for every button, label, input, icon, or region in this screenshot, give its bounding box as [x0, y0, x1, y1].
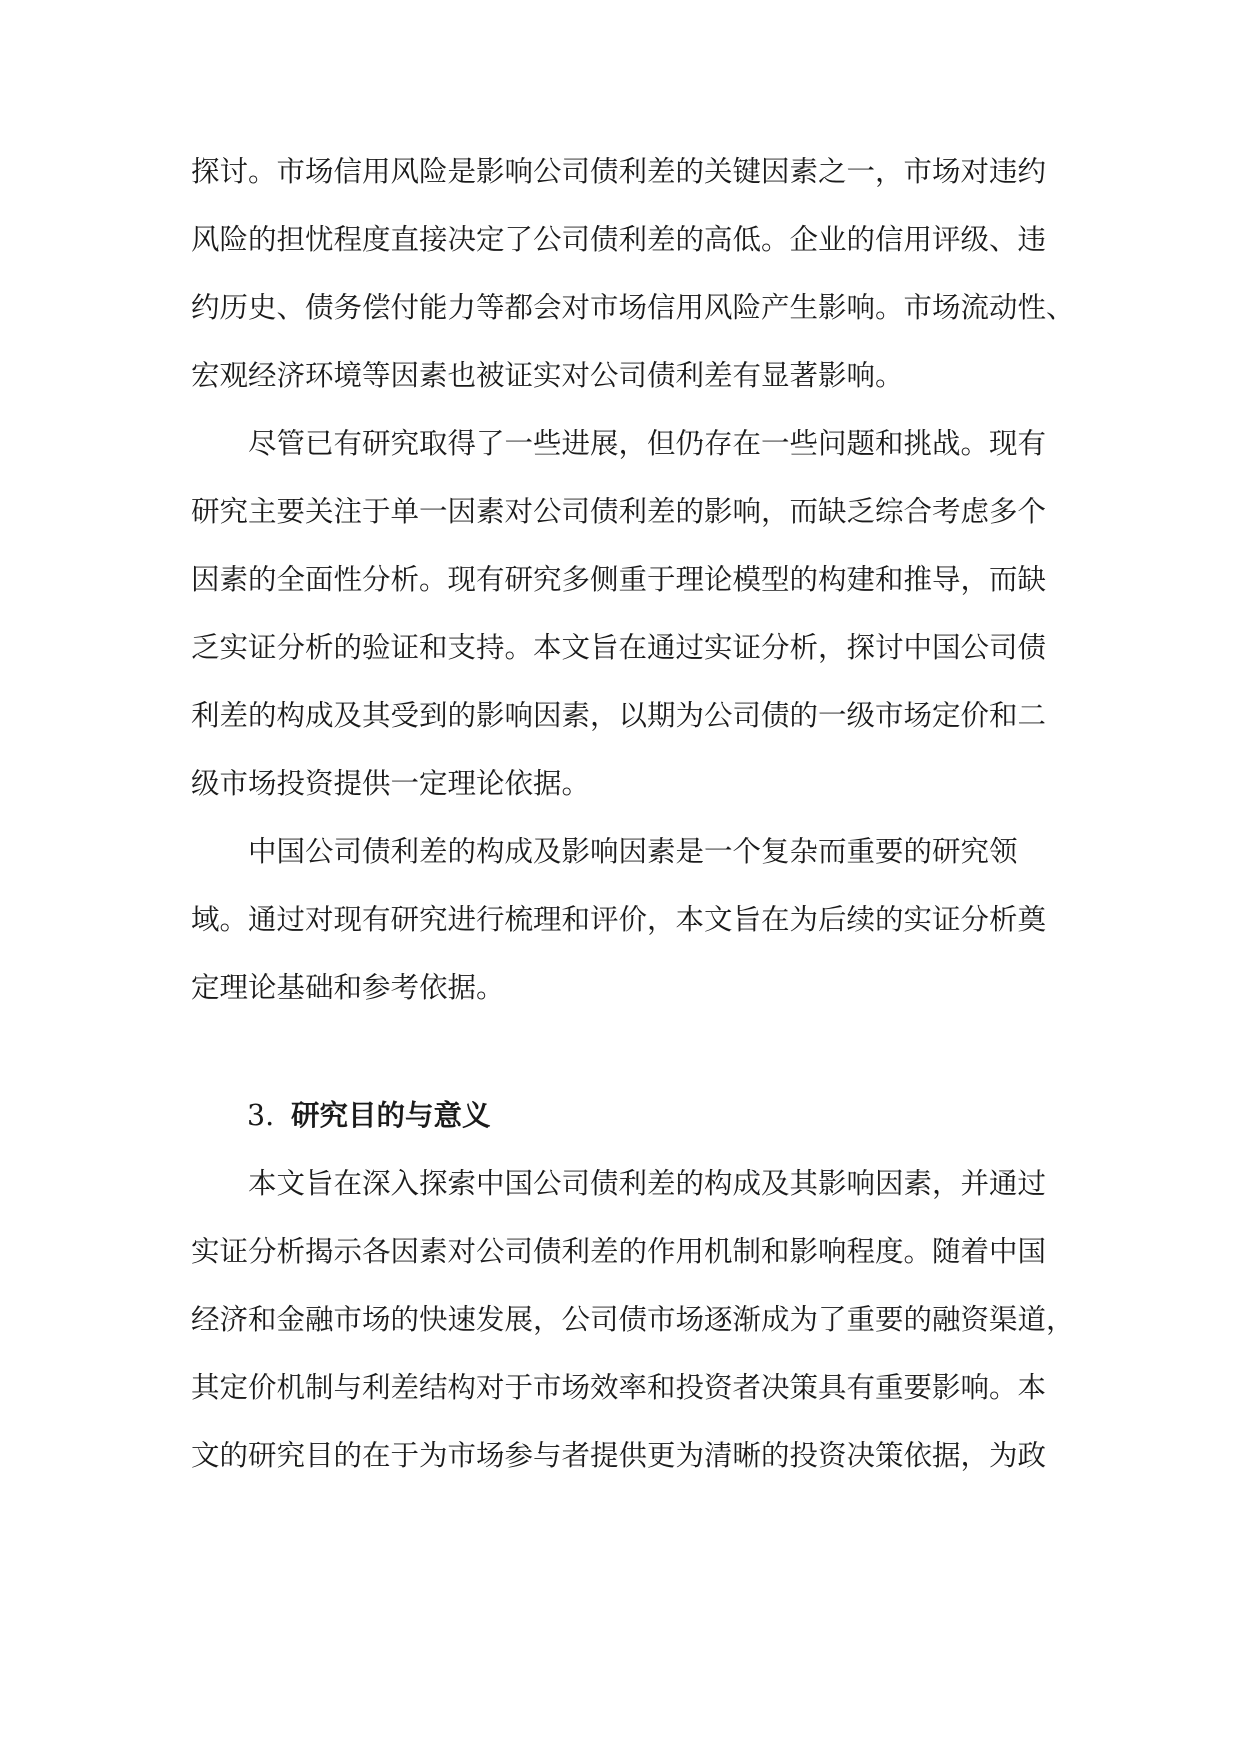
text-line: 风险的担忧程度直接决定了公司债利差的高低。企业的信用评级、违 [191, 223, 1047, 256]
text-line: 经济和金融市场的快速发展，公司债市场逐渐成为了重要的融资渠道， [191, 1303, 1075, 1336]
paragraph-4 [191, 1150, 1075, 1490]
text-line: 文的研究目的在于为市场参与者提供更为清晰的投资决策依据，为政 [191, 1439, 1047, 1472]
text-line: 利差的构成及其受到的影响因素，以期为公司债的一级市场定价和二 [191, 699, 1047, 732]
section-title: 研究目的与意义 [291, 1099, 491, 1132]
text-line: 约历史、债务偿付能力等都会对市场信用风险产生影响。市场流动性、 [191, 291, 1075, 324]
text-line: 定理论基础和参考依据。 [191, 971, 505, 1004]
text-line: 级市场投资提供一定理论依据。 [191, 767, 591, 800]
text-line: 中国公司债利差的构成及影响因素是一个复杂而重要的研究领 [248, 835, 1018, 868]
text-line: 研究主要关注于单一因素对公司债利差的影响，而缺乏综合考虑多个 [191, 495, 1047, 528]
document-body [191, 138, 1075, 1490]
text-line: 其定价机制与利差结构对于市场效率和投资者决策具有重要影响。本 [191, 1371, 1047, 1404]
text-line: 本文旨在深入探索中国公司债利差的构成及其影响因素，并通过 [248, 1167, 1047, 1200]
text-line: 因素的全面性分析。现有研究多侧重于理论模型的构建和推导，而缺 [191, 563, 1047, 596]
text-line: 宏观经济环境等因素也被证实对公司债利差有显著影响。 [191, 359, 904, 392]
section-heading [191, 1082, 1051, 1150]
text-line: 探讨。市场信用风险是影响公司债利差的关键因素之一，市场对违约 [191, 155, 1047, 188]
section-spacer [191, 1022, 1051, 1082]
paragraph-2 [191, 410, 1051, 818]
text-line: 乏实证分析的验证和支持。本文旨在通过实证分析，探讨中国公司债 [191, 631, 1047, 664]
paragraph-3 [191, 818, 1051, 1022]
text-line: 域。通过对现有研究进行梳理和评价，本文旨在为后续的实证分析奠 [191, 903, 1047, 936]
text-line: 实证分析揭示各因素对公司债利差的作用机制和影响程度。随着中国 [191, 1235, 1047, 1268]
paragraph-1 [191, 138, 1075, 410]
text-line: 尽管已有研究取得了一些进展，但仍存在一些问题和挑战。现有 [248, 427, 1047, 460]
section-number: 3. [247, 1099, 275, 1132]
